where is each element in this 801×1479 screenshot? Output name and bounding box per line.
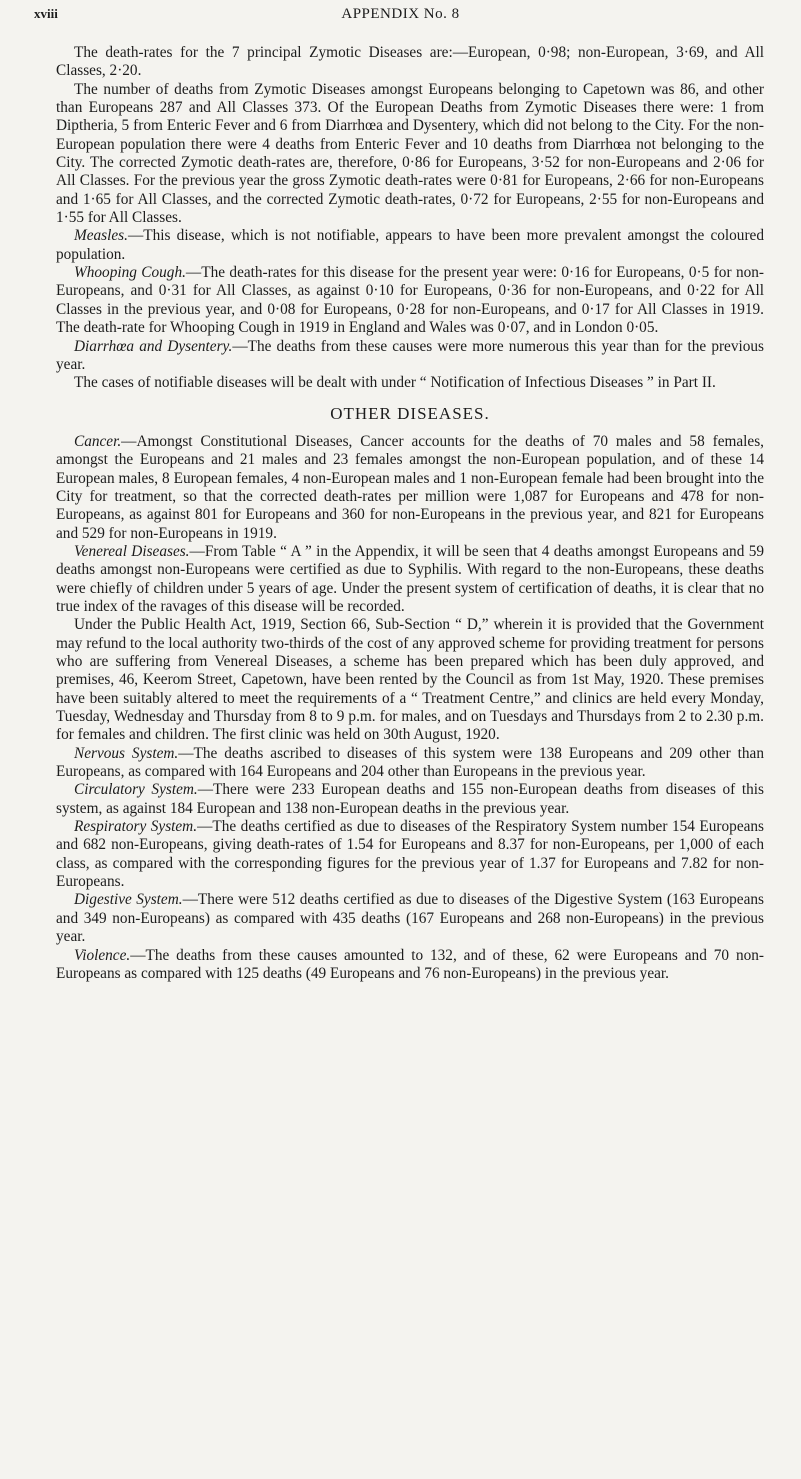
heading-respiratory: Respiratory System. (74, 818, 198, 836)
paragraph-circulatory: Circulatory System.—There were 233 European deaths and 155 non-European deaths from diseases of this system, as against 184 European and 138 non-European deaths in the previous year. (56, 781, 764, 817)
page-number: xviii (34, 6, 58, 21)
paragraph-venereal: Venereal Diseases.—From Table “ A ” in the Appendix, it will be seen that 4 deaths amongst Europeans and 59 deaths amongst non-Europeans were certified as due to Syphilis. With regard to the non-Europeans, these deaths were chiefly of children under 5 years of age. Under the present system of certification of deaths, it is clear that no true index of the ravages of this disease will be recorded. (56, 542, 765, 615)
heading-nervous: Nervous System. (74, 744, 179, 762)
heading-cancer: Cancer. (74, 432, 122, 450)
paragraph-nervous: Nervous System.—The deaths ascribed to diseases of this system were 138 Europeans and 209 other than Europeans, as compared with 164 Europeans and 204 other than Europeans in the previous year. (56, 744, 764, 781)
page-header (34, 6, 767, 26)
paragraph-respiratory: Respiratory System.—The deaths certified as due to diseases of the Respiratory System number 154 Europeans and 682 non-Europeans, giving death-rates of 1.54 for Europeans and 8.37 for non-Europeans, per 1,000 of each class, as compared with the corresponding figures for the previous year of 1.37 for Europeans and 7.82 for non-Europeans. (56, 818, 764, 891)
paragraph-zymotic-rates: The death-rates for the 7 principal Zymotic Diseases are:—European, 0·98; non-European, 3·69, and All Classes, 2·20. (56, 44, 764, 80)
heading-whooping-cough: Whooping Cough. (74, 264, 186, 282)
paragraph-notifiable: The cases of notifiable diseases will be dealt with under “ Notification of Infectious Diseases ” in Part II. (74, 374, 716, 392)
paragraph-measles: Measles.—This disease, which is not notifiable, appears to have been more prevalent amongst the coloured population. (56, 227, 764, 263)
body-text (56, 44, 764, 983)
heading-circulatory: Circulatory System. (74, 781, 198, 799)
heading-venereal: Venereal Diseases. (74, 542, 190, 560)
paragraph-public-health-act: Under the Public Health Act, 1919, Section 66, Sub-Section “ D,” wherein it is provided that the Government may refund to the local authority two-thirds of the cost of any approved scheme for providing treatment for persons who are suffering from Venereal Diseases, a scheme has been prepared which has been duly approved, and premises, 46, Keerom Street, Capetown, have been rented by the Council as from 1st May, 1920. These premises have been suitably altered to meet the requirements of a “ Treatment Centre,” and clinics are held every Monday, Tuesday, Wednesday and Thursday from 8 to 9 p.m. for males, and on Tuesdays and Thursdays from 2 to 2.30 p.m. for females and children. The first clinic was held on 30th August, 1920. (56, 616, 764, 744)
paragraph-zymotic-deaths: The number of deaths from Zymotic Diseases amongst Europeans belonging to Capetown was 86, and other than Europeans 287 and All Classes 373. Of the European Deaths from Zymotic Diseases there were: 1 from Diptheria, 5 from Enteric Fever and 6 from Diarrhœa and Dysentery, which did not belong to the City. For the non-European population there were 4 deaths from Enteric Fever and 10 deaths from Diarrhœa not belonging to the City. The corrected Zymotic death-rates are, therefore, 0·86 for Europeans, 3·52 for non-Europeans and 2·06 for All Classes. For the previous year the gross Zymotic death-rates were 0·81 for Europeans, 2·66 for non-Europeans and 1·65 for All Classes, and the corrected Zymotic death-rates, 0·72 for Europeans, 2·55 for non-Europeans and 1·55 for All Classes. (56, 80, 764, 227)
running-title: APPENDIX No. 8 (341, 6, 460, 22)
heading-violence: Violence. (74, 946, 131, 964)
paragraph-violence: Violence.—The deaths from these causes amounted to 132, and of these, 62 were Europeans and 70 non-Europeans as compared with 125 deaths (49 Europeans and 76 non-Europeans) in the previous year. (56, 946, 764, 982)
heading-digestive: Digestive System. (74, 891, 183, 909)
paragraph-cancer: Cancer.—Amongst Constitutional Diseases, Cancer accounts for the deaths of 70 males and 58 females, amongst the Europeans and 21 males and 23 females amongst the non-European population, and of these 14 European males, 8 European females, 4 non-European males and 1 non-European female had been brought into the City for treatment, so that the corrected death-rates per million were 1,087 for Europeans and 478 for non-Europeans, as against 801 for Europeans and 360 for non-Europeans in the previous year, and 821 for Europeans and 529 for non-Europeans in 1919. (56, 432, 764, 542)
heading-measles: Measles. (74, 227, 128, 245)
paragraph-diarrhoea: Diarrhœa and Dysentery.—The deaths from these causes were more numerous this year than for the previous year. (56, 337, 764, 373)
section-heading-other-diseases: OTHER DISEASES. (330, 403, 490, 423)
paragraph-digestive: Digestive System.—There were 512 deaths certified as due to diseases of the Digestive System (163 Europeans and 349 non-Europeans) as compared with 435 deaths (167 Europeans and 268 non-Europeans) in the previous year. (56, 891, 764, 946)
heading-diarrhoea: Diarrhœa and Dysentery. (74, 337, 233, 355)
paragraph-whooping-cough: Whooping Cough.—The death-rates for this disease for the present year were: 0·16 for Europeans, 0·5 for non-Europeans, and 0·31 for All Classes, as against 0·10 for Europeans, 0·36 for non-Europeans, and 0·22 for All Classes in the previous year, and 0·08 for Europeans, 0·28 for non-Europeans, and 0·17 for All Classes in 1919. The death-rate for Whooping Cough in 1919 in England and Wales was 0·07, and in London 0·05. (56, 264, 764, 337)
